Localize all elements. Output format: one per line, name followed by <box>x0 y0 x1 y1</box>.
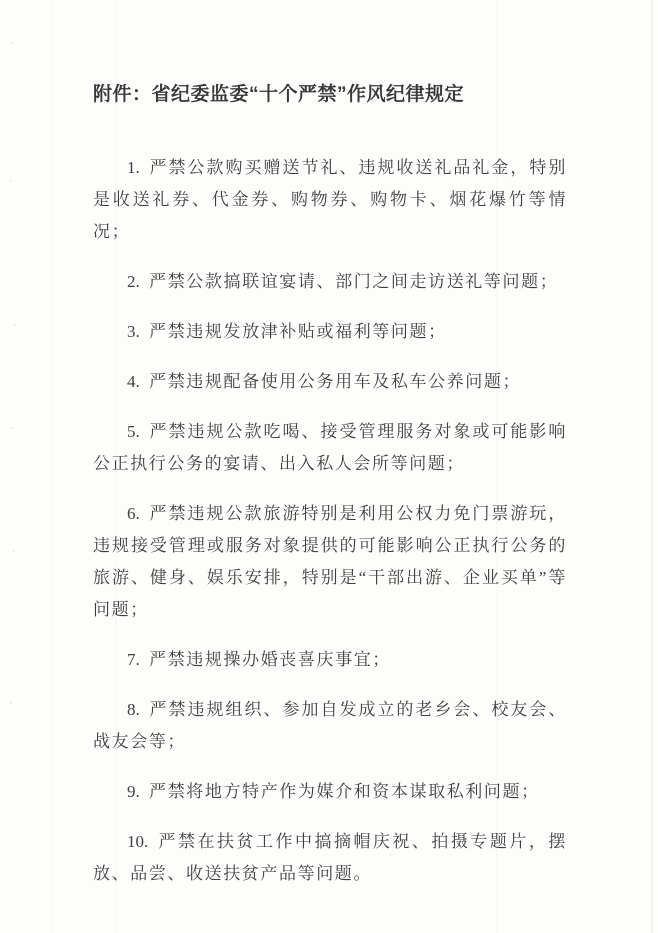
regulation-item <box>93 366 567 398</box>
regulation-item <box>93 416 567 480</box>
item-text: 严禁违规配备使用公务用车及私车公养问题； <box>149 372 522 391</box>
item-text: 严禁将地方特产作为媒介和资本谋取私利问题； <box>149 782 540 801</box>
scan-noise-speck: · <box>11 547 17 557</box>
regulation-item <box>93 644 567 676</box>
regulation-item <box>93 266 567 298</box>
regulation-item <box>93 498 567 626</box>
scan-streak-artifact <box>651 0 653 933</box>
items-list <box>93 152 567 890</box>
item-number: 9. <box>127 782 140 801</box>
item-number: 10. <box>127 832 149 851</box>
regulation-item <box>93 152 567 248</box>
scan-noise-speck: · <box>12 321 18 331</box>
scan-noise-speck: · <box>8 699 14 709</box>
regulation-item <box>93 694 567 758</box>
item-text: 严禁违规公款吃喝、接受管理服务对象或可能影响公正执行公务的宴请、出入私人会所等问题； <box>93 422 567 473</box>
item-number: 4. <box>127 372 140 391</box>
item-number: 7. <box>127 650 140 669</box>
scan-streak-artifact <box>50 0 52 933</box>
item-number: 3. <box>127 322 140 341</box>
scan-noise-speck: · <box>8 177 14 187</box>
item-text: 严禁违规组织、参加自发成立的老乡会、校友会、战友会等； <box>93 700 567 751</box>
item-number: 8. <box>127 700 140 719</box>
scan-noise-speck: · <box>388 851 394 861</box>
document-title: 附件：省纪委监委“十个严禁”作风纪律规定 <box>93 84 465 105</box>
item-text: 严禁违规操办婚丧喜庆事宜； <box>149 650 391 669</box>
item-number: 5. <box>127 422 140 441</box>
regulation-item <box>93 776 567 808</box>
item-number: 2. <box>127 272 140 291</box>
regulation-item <box>93 826 567 890</box>
scan-noise-speck: · <box>10 39 16 49</box>
item-text: 严禁公款搞联谊宴请、部门之间走访送礼等问题； <box>149 272 559 291</box>
scan-noise-speck: · <box>9 424 15 434</box>
item-text: 严禁违规公款旅游特别是利用公权力免门票游玩，违规接受管理或服务对象提供的可能影响公正执行公务的旅游、健身、娱乐安排，特别是“干部出游、企业买单”等问题； <box>93 504 567 619</box>
regulation-item <box>93 316 567 348</box>
item-number: 1. <box>127 158 140 177</box>
document-body <box>93 82 567 908</box>
item-number: 6. <box>127 504 140 523</box>
item-text: 严禁违规发放津补贴或福利等问题； <box>149 322 447 341</box>
item-text: 严禁在扶贫工作中搞摘帽庆祝、拍摄专题片，摆放、品尝、收送扶贫产品等问题。 <box>93 832 567 883</box>
item-text: 严禁公款购买赠送节礼、违规收送礼品礼金，特别是收送礼券、代金券、购物券、购物卡、烟花爆竹等情况； <box>93 158 567 241</box>
